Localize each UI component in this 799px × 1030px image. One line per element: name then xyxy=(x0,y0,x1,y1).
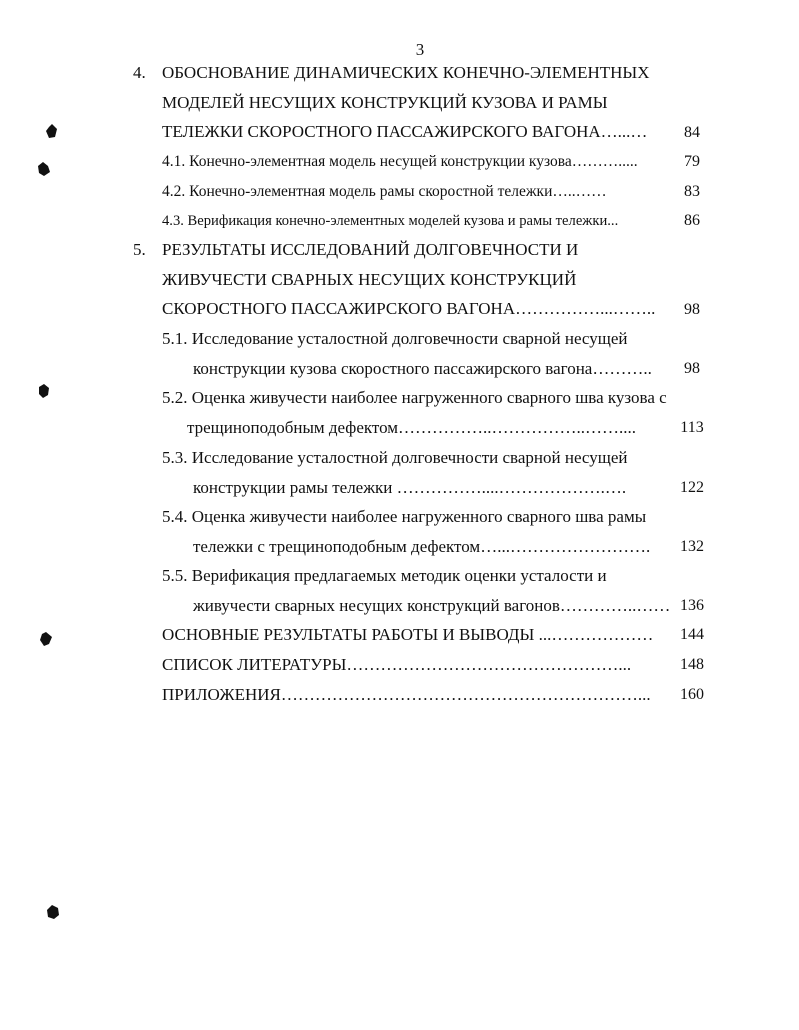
page-number: 3 xyxy=(415,40,425,59)
chapter-4-number: 4. xyxy=(133,63,146,82)
chapter-5-number: 5. xyxy=(133,240,146,259)
punch-mark-icon xyxy=(40,632,52,646)
chapter-4-title-line-1: ОБОСНОВАНИЕ ДИНАМИЧЕСКИХ КОНЕЧНО-ЭЛЕМЕНТНЫХ xyxy=(162,63,650,82)
section-5-4-line-1: 5.4. Оценка живучести наиболее нагруженного сварного шва рамы xyxy=(162,507,647,526)
section-4-2-page: 83 xyxy=(684,183,700,200)
section-5-2-line-1: 5.2. Оценка живучести наиболее нагруженного сварного шва кузова с xyxy=(162,388,667,407)
section-5-1-page: 98 xyxy=(684,360,700,377)
toc-references-page: 148 xyxy=(680,656,704,673)
chapter-5-page: 98 xyxy=(684,301,700,318)
section-5-5-line-2: живучести сварных несущих конструкций вагонов…………..…… xyxy=(193,596,671,615)
toc-results-conclusions: ОСНОВНЫЕ РЕЗУЛЬТАТЫ РАБОТЫ И ВЫВОДЫ ...……………… xyxy=(162,625,654,644)
section-5-5-line-1: 5.5. Верификация предлагаемых методик оценки усталости и xyxy=(162,566,607,585)
section-5-3-line-2: конструкции рамы тележки ……………....……………….…. xyxy=(193,478,627,497)
section-5-4-line-2: тележки с трещиноподобным дефектом…...……………………. xyxy=(193,537,651,556)
toc-appendices: ПРИЛОЖЕНИЯ………………………………………………………... xyxy=(162,685,651,704)
section-5-3-line-1: 5.3. Исследование усталостной долговечности сварной несущей xyxy=(162,448,628,467)
chapter-4-title-line-2: МОДЕЛЕЙ НЕСУЩИХ КОНСТРУКЦИЙ КУЗОВА И РАМЫ xyxy=(162,93,608,112)
chapter-5-title-line-1: РЕЗУЛЬТАТЫ ИССЛЕДОВАНИЙ ДОЛГОВЕЧНОСТИ И xyxy=(162,240,579,259)
section-4-2: 4.2. Конечно-элементная модель рамы скоростной тележки…..…… xyxy=(162,183,607,200)
section-4-1: 4.1. Конечно-элементная модель несущей конструкции кузова………..... xyxy=(162,153,638,170)
section-5-4-page: 132 xyxy=(680,538,704,555)
toc-results-conclusions-page: 144 xyxy=(680,626,704,643)
section-5-1-line-2: конструкции кузова скоростного пассажирского вагона……….. xyxy=(193,359,652,378)
punch-mark-icon xyxy=(38,162,50,176)
punch-mark-icon xyxy=(38,384,50,398)
toc-appendices-page: 160 xyxy=(680,686,704,703)
section-5-3-page: 122 xyxy=(680,479,704,496)
chapter-5-title-line-2: ЖИВУЧЕСТИ СВАРНЫХ НЕСУЩИХ КОНСТРУКЦИЙ xyxy=(162,270,577,289)
chapter-4-page: 84 xyxy=(684,124,700,141)
chapter-4-title-line-3: ТЕЛЕЖКИ СКОРОСТНОГО ПАССАЖИРСКОГО ВАГОНА…...… xyxy=(162,122,648,141)
toc-references: СПИСОК ЛИТЕРАТУРЫ…………………………………………... xyxy=(162,655,632,674)
section-5-5-page: 136 xyxy=(680,597,704,614)
section-5-2-page: 113 xyxy=(680,419,704,436)
punch-mark-icon xyxy=(46,124,58,138)
section-4-3: 4.3. Верификация конечно-элементных моделей кузова и рамы тележки... xyxy=(162,213,619,229)
section-5-1-line-1: 5.1. Исследование усталостной долговечности сварной несущей xyxy=(162,329,628,348)
section-4-1-page: 79 xyxy=(684,153,700,170)
chapter-5-title-line-3: СКОРОСТНОГО ПАССАЖИРСКОГО ВАГОНА……………...…….. xyxy=(162,299,656,318)
section-5-2-line-2: трещиноподобным дефектом……………..……………..…….... xyxy=(187,418,637,437)
punch-mark-icon xyxy=(47,905,59,919)
section-4-3-page: 86 xyxy=(684,212,700,229)
